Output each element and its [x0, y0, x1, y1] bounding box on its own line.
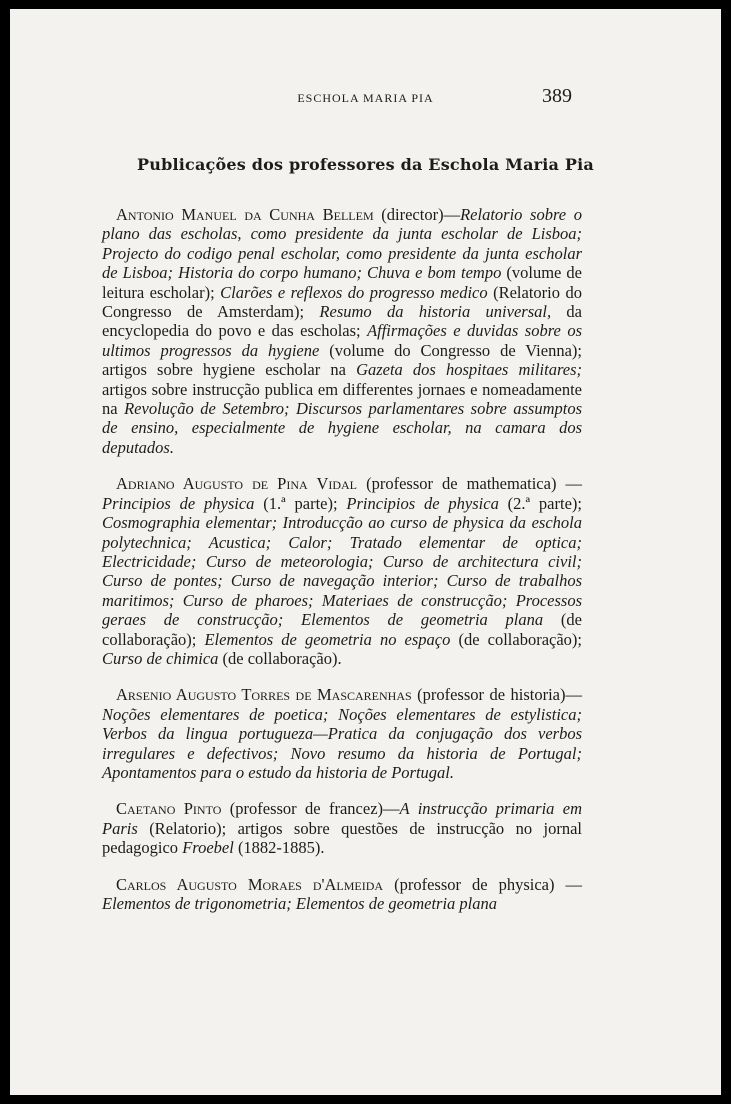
entries-list: [102, 205, 582, 930]
entry-text: (professor de mathematica) —: [366, 474, 582, 494]
work-title: Elementos de trigonometria; Elementos de geometria plana: [102, 894, 498, 913]
publication-entry: [102, 685, 582, 782]
publication-entry: [102, 474, 582, 668]
entry-text: (Relatorio); artigos sobre questões de instrucção no jornal pedagogico: [102, 818, 582, 858]
entry-text: (1882-1885).: [237, 838, 325, 858]
work-title: A instrucção primaria em Paris: [102, 799, 583, 838]
publication-entry: [102, 875, 582, 914]
author-name: Caetano Pinto: [116, 799, 222, 819]
work-title: Relatorio sobre o plano das escholas, como presidente da junta escholar de Lisboa; Projecto do codigo penal escholar, como presidente da junta escholar de Lisboa; Historia do corpo humano; Chuva e bom tempo: [102, 205, 583, 283]
work-title: Principios de physica: [346, 493, 508, 513]
work-title: Resumo da historia universal,: [319, 302, 567, 322]
author-name: Arsenio Augusto Torres de Mascarenhas: [116, 685, 412, 705]
entry-text: (volume do Congresso de Vienna); artigos sobre hygiene escholar na: [102, 340, 582, 380]
work-title: Revolução de Setembro; Discursos parlamentares sobre assumptos de ensino, especialmente de hygiene escholar, na camara dos deputados.: [102, 399, 582, 457]
author-name: Adriano Augusto de Pina Vidal: [116, 474, 358, 494]
work-title: Clarões e reflexos do progresso medico: [220, 282, 494, 302]
entry-text: (professor de historia)—: [417, 685, 582, 705]
publication-entry: [102, 799, 582, 857]
author-name: Carlos Augusto Moraes d'Almeida: [116, 874, 384, 894]
section-title: Publicações dos professores da Eschola Maria Pia: [137, 155, 594, 174]
page-number: 389: [542, 85, 572, 107]
running-title: ESCHOLA MARIA PIA: [297, 91, 434, 105]
entry-text: (de collaboração);: [102, 610, 582, 649]
entry-text: (professor de francez)—: [229, 799, 400, 819]
entry-text: artigos sobre instrucção publica em differentes jornaes e nomeadamente na: [102, 379, 582, 419]
entry-text: (2.ª parte);: [507, 493, 582, 513]
book-page: [10, 9, 721, 1095]
author-name: Antonio Manuel da Cunha Bellem: [116, 205, 374, 224]
entry-text: da encyclopedia do povo e das escholas;: [102, 302, 582, 341]
work-title: Noções elementares de poetica; Noções elementares de estylistica; Verbos da lingua portugueza—Pratica da conjugação dos verbos irregulares e defectivos; Novo resumo da historia de Portugal; Apontamentos para o estudo da historia de Portugal.: [102, 704, 582, 782]
entry-text: (de collaboração);: [458, 629, 583, 649]
work-title: Curso de chimica: [102, 648, 223, 668]
work-title: Affirmações e duvidas sobre os ultimos progressos da hygiene: [102, 321, 582, 360]
publication-entry: [102, 205, 582, 457]
entry-text: (de collaboração).: [222, 648, 342, 668]
entry-text: (Relatorio do Congresso de Amsterdam);: [102, 282, 582, 322]
entry-text: (professor de physica) —: [394, 874, 582, 894]
work-title: Gazeta dos hospitaes militares;: [356, 360, 582, 380]
work-title: Froebel: [182, 838, 238, 858]
work-title: Elementos de geometria no espaço: [204, 629, 459, 649]
work-title: Cosmographia elementar; Introducção ao curso de physica da eschola polytechnica; Acustica; Calor; Tratado elementar de optica; Electricidade; Curso de meteorologia; Curso de architectura civil; Curso de pontes; Curso de navegação interior; Curso de trabalhos maritimos; Curso de pharoes; Materiaes de construcção; Processos geraes de construcção; Elementos de geometria plana: [102, 513, 582, 630]
work-title: Principios de physica: [102, 493, 264, 513]
entry-text: (1.ª parte);: [263, 493, 347, 513]
entry-text: (director)—: [381, 205, 461, 224]
entry-text: (volume de leitura escholar);: [102, 263, 583, 302]
